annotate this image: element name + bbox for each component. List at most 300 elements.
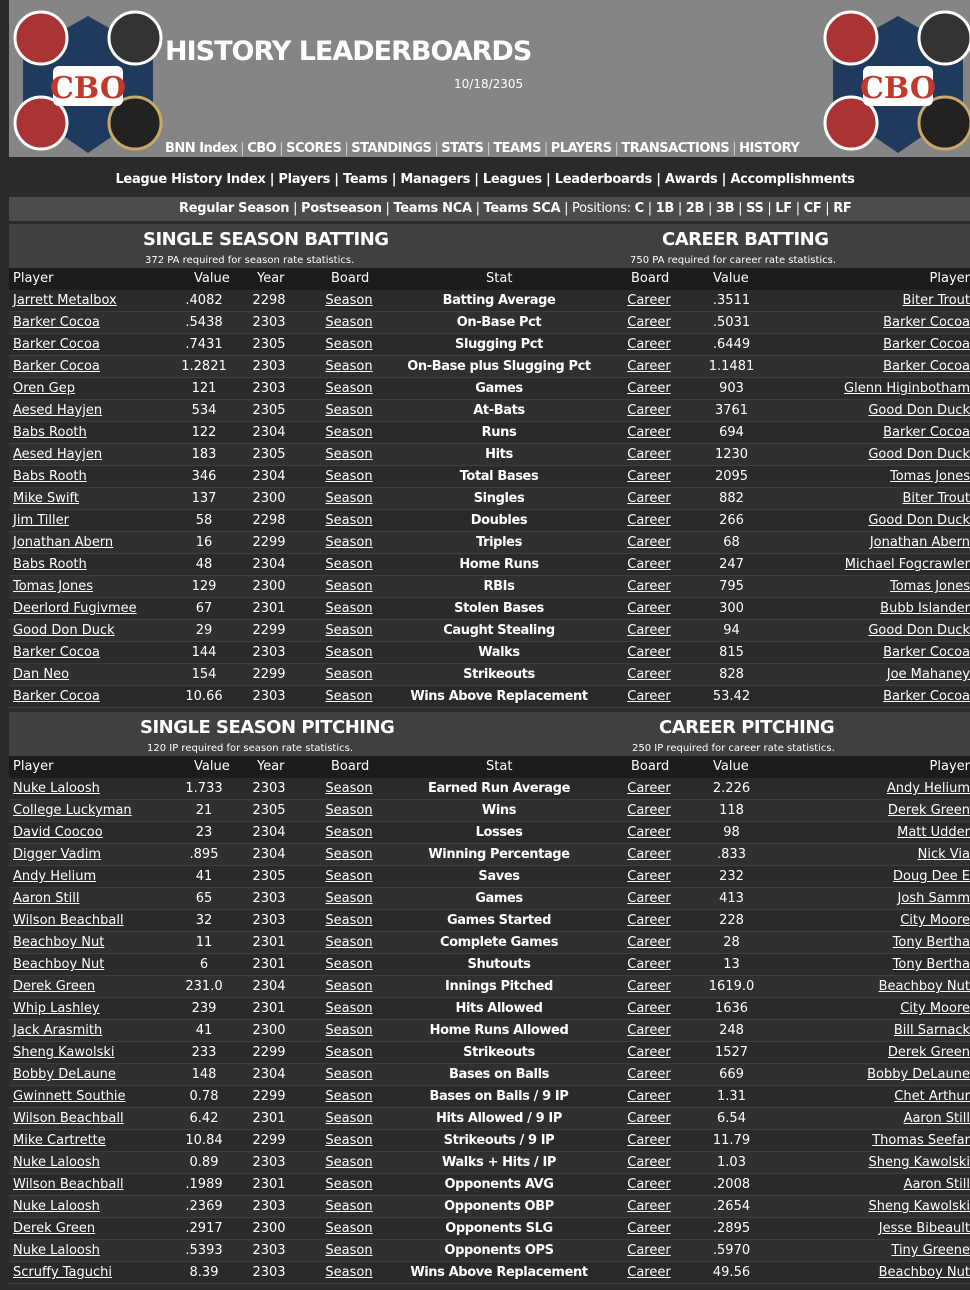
season-value: 148 — [191, 1067, 217, 1082]
nav-teams-nca[interactable]: Teams NCA — [393, 201, 472, 216]
nav-players[interactable]: PLAYERS — [550, 141, 612, 156]
season-year: 2299 — [252, 1089, 286, 1104]
career-board-link[interactable]: Career — [627, 557, 671, 572]
season-player-link[interactable]: Wilson Beachball — [13, 913, 124, 928]
stat-name: Games — [475, 891, 523, 906]
season-player-link[interactable]: Jarrett Metalbox — [13, 293, 117, 308]
season-board-link[interactable]: Season — [325, 935, 373, 950]
career-player-link[interactable]: Tomas Jones — [889, 469, 970, 484]
table-row — [9, 1064, 970, 1086]
season-board-link[interactable]: Season — [325, 957, 373, 972]
career-player-link[interactable]: Tomas Jones — [889, 579, 970, 594]
season-player-link[interactable]: Derek Green — [13, 1221, 96, 1236]
career-player-link[interactable]: Michael Fogcrawler — [844, 557, 970, 572]
season-board-link[interactable]: Season — [325, 601, 373, 616]
season-player-link[interactable]: Aesed Hayjen — [13, 403, 103, 418]
season-player-link[interactable]: Babs Rooth — [13, 557, 87, 572]
career-player-link[interactable]: Barker Cocoa — [883, 425, 970, 440]
career-board-link[interactable]: Career — [627, 1045, 671, 1060]
stat-name: Opponents AVG — [444, 1177, 554, 1192]
season-player-link[interactable]: Nuke Laloosh — [13, 1199, 100, 1214]
career-player-link[interactable]: Sheng Kawolski — [868, 1199, 970, 1214]
season-year: 2305 — [252, 803, 286, 818]
career-board-link[interactable]: Career — [627, 535, 671, 550]
season-player-link[interactable]: Good Don Duck — [13, 623, 115, 638]
season-value: 121 — [191, 381, 217, 396]
season-board-link[interactable]: Season — [325, 535, 373, 550]
nav-history[interactable]: HISTORY — [739, 141, 800, 156]
season-year: 2301 — [252, 935, 286, 950]
career-value: .5031 — [712, 315, 751, 330]
col-career-board: Board — [631, 759, 670, 774]
career-board-link[interactable]: Career — [627, 1133, 671, 1148]
season-value: 129 — [191, 579, 217, 594]
table-row — [9, 334, 970, 356]
career-player-link[interactable]: Good Don Duck — [868, 513, 970, 528]
season-board-link[interactable]: Season — [325, 1155, 373, 1170]
career-board-link[interactable]: Career — [627, 579, 671, 594]
career-board-link[interactable]: Career — [627, 891, 671, 906]
season-player-link[interactable]: Babs Rooth — [13, 425, 87, 440]
season-value: .895 — [189, 847, 219, 862]
stat-name: Wins Above Replacement — [410, 689, 588, 704]
nav-pos-1b[interactable]: 1B — [655, 201, 675, 216]
career-player-link[interactable]: Sheng Kawolski — [868, 1155, 970, 1170]
table-row — [9, 576, 970, 598]
table-row — [9, 866, 970, 888]
table-row — [9, 998, 970, 1020]
career-board-link[interactable]: Career — [627, 847, 671, 862]
season-player-link[interactable]: Deerlord Fugivmee — [13, 601, 137, 616]
season-player-link[interactable]: Sheng Kawolski — [13, 1045, 115, 1060]
stat-name: Games — [475, 381, 523, 396]
table-row — [9, 356, 970, 378]
nav-pos-ss[interactable]: SS — [746, 201, 764, 216]
career-board-link[interactable]: Career — [627, 425, 671, 440]
season-year: 2303 — [252, 1243, 286, 1258]
career-board-link[interactable]: Career — [627, 803, 671, 818]
season-board-link[interactable]: Season — [325, 1089, 373, 1104]
career-board-link[interactable]: Career — [627, 689, 671, 704]
season-value: 16 — [195, 535, 213, 550]
career-player-link[interactable]: Aaron Still — [903, 1111, 970, 1126]
season-player-link[interactable]: Mike Swift — [13, 491, 79, 506]
career-player-link[interactable]: Joe Mahaney — [886, 667, 970, 682]
stat-name: Caught Stealing — [443, 623, 555, 638]
career-player-link[interactable]: City Moore — [900, 913, 970, 928]
season-player-link[interactable]: Dan Neo — [13, 667, 70, 682]
season-board-link[interactable]: Season — [325, 869, 373, 884]
stat-name: Shutouts — [467, 957, 531, 972]
career-board-link[interactable]: Career — [627, 935, 671, 950]
nav-leaderboards[interactable]: Leaderboards — [554, 172, 652, 187]
season-board-link[interactable]: Season — [325, 293, 373, 308]
col-career-board: Board — [631, 271, 670, 286]
nav-transactions[interactable]: TRANSACTIONS — [621, 141, 730, 156]
stat-name: Saves — [478, 869, 520, 884]
career-value: 413 — [719, 891, 744, 906]
career-player-link[interactable]: Barker Cocoa — [883, 337, 970, 352]
season-player-link[interactable]: Babs Rooth — [13, 469, 87, 484]
table-row — [9, 844, 970, 866]
nav-postseason[interactable]: Postseason — [300, 201, 382, 216]
season-board-link[interactable]: Season — [325, 979, 373, 994]
season-player-link[interactable]: Digger Vadim — [13, 847, 101, 862]
season-value: 65 — [195, 891, 213, 906]
career-player-link[interactable]: Bill Sarnack — [893, 1023, 970, 1038]
career-value: .6449 — [712, 337, 751, 352]
season-player-link[interactable]: Oren Gep — [13, 381, 75, 396]
season-player-link[interactable]: Derek Green — [13, 979, 96, 994]
career-player-link[interactable]: City Moore — [900, 1001, 970, 1016]
season-player-link[interactable]: Nuke Laloosh — [13, 1155, 100, 1170]
nav-managers[interactable]: Managers — [400, 172, 471, 187]
career-board-link[interactable]: Career — [627, 913, 671, 928]
nav-scores[interactable]: SCORES — [286, 141, 342, 156]
season-board-link[interactable]: Season — [325, 891, 373, 906]
career-player-link[interactable]: Andy Helium — [886, 781, 970, 796]
career-player-link[interactable]: Barker Cocoa — [883, 315, 970, 330]
career-board-link[interactable]: Career — [627, 1001, 671, 1016]
nav-pos-lf[interactable]: LF — [775, 201, 792, 216]
season-year: 2299 — [252, 623, 286, 638]
season-board-link[interactable]: Season — [325, 1221, 373, 1236]
positions-label: Positions: — [572, 201, 631, 216]
career-board-link[interactable]: Career — [627, 1265, 671, 1280]
table-row — [9, 532, 970, 554]
season-player-link[interactable]: Barker Cocoa — [13, 645, 100, 660]
season-board-link[interactable]: Season — [325, 381, 373, 396]
season-board-link[interactable]: Season — [325, 689, 373, 704]
career-value: 53.42 — [712, 689, 751, 704]
table-row — [9, 686, 970, 708]
nav-pos-2b[interactable]: 2B — [685, 201, 705, 216]
season-player-link[interactable]: David Coocoo — [13, 825, 103, 840]
career-player-link[interactable]: Barker Cocoa — [883, 645, 970, 660]
career-player-link[interactable]: Thomas Seefar — [872, 1133, 970, 1148]
career-board-link[interactable]: Career — [627, 447, 671, 462]
career-value: 94 — [723, 623, 740, 638]
season-board-link[interactable]: Season — [325, 781, 373, 796]
career-board-link[interactable]: Career — [627, 645, 671, 660]
season-board-link[interactable]: Season — [325, 645, 373, 660]
career-board-link[interactable]: Career — [627, 293, 671, 308]
main-nav: BNN Index | CBO | SCORES | STANDINGS | STATS | TEAMS | PLAYERS | TRANSACTIONS | HISTORY — [165, 141, 800, 156]
career-board-link[interactable]: Career — [627, 781, 671, 796]
season-player-link[interactable]: Scruffy Taguchi — [13, 1265, 113, 1280]
career-board-link[interactable]: Career — [627, 315, 671, 330]
career-batting-title: CAREER BATTING — [662, 229, 829, 250]
career-board-link[interactable]: Career — [627, 1221, 671, 1236]
season-year: 2304 — [252, 469, 286, 484]
season-player-link[interactable]: Gwinnett Southie — [13, 1089, 126, 1104]
season-value: 231.0 — [185, 979, 223, 994]
season-board-link[interactable]: Season — [325, 315, 373, 330]
nav-history-players[interactable]: Players — [278, 172, 331, 187]
career-value: 247 — [719, 557, 744, 572]
career-player-link[interactable]: Good Don Duck — [868, 447, 970, 462]
career-player-link[interactable]: Tiny Greene — [891, 1243, 970, 1258]
career-board-link[interactable]: Career — [627, 1177, 671, 1192]
col-value: Value — [194, 271, 230, 286]
stat-name: Bases on Balls / 9 IP — [429, 1089, 569, 1104]
nav-pos-rf[interactable]: RF — [833, 201, 852, 216]
season-board-link[interactable]: Season — [325, 513, 373, 528]
career-player-link[interactable]: Beachboy Nut — [878, 1265, 970, 1280]
season-board-link[interactable]: Season — [325, 623, 373, 638]
svg-text:CBO: CBO — [50, 71, 126, 106]
season-player-link[interactable]: Barker Cocoa — [13, 337, 100, 352]
cbo-logo-icon[interactable] — [823, 8, 970, 158]
season-year: 2299 — [252, 667, 286, 682]
season-board-link[interactable]: Season — [325, 1001, 373, 1016]
career-value: 795 — [719, 579, 744, 594]
season-player-link[interactable]: Beachboy Nut — [13, 957, 105, 972]
season-board-link[interactable]: Season — [325, 447, 373, 462]
season-player-link[interactable]: College Luckyman — [13, 803, 132, 818]
season-board-link[interactable]: Season — [325, 1045, 373, 1060]
table-row — [9, 954, 970, 976]
season-player-link[interactable]: Wilson Beachball — [13, 1111, 124, 1126]
season-value: 6 — [199, 957, 209, 972]
season-value: 67 — [195, 601, 213, 616]
season-player-link[interactable]: Bobby DeLaune — [13, 1067, 116, 1082]
season-year: 2303 — [252, 645, 286, 660]
season-value: 239 — [191, 1001, 217, 1016]
career-player-link[interactable]: Tony Bertha — [892, 957, 970, 972]
career-value: 98 — [723, 825, 740, 840]
season-year: 2301 — [252, 601, 286, 616]
career-player-link[interactable]: Bobby DeLaune — [867, 1067, 970, 1082]
season-board-link[interactable]: Season — [325, 1265, 373, 1280]
season-player-link[interactable]: Nuke Laloosh — [13, 1243, 100, 1258]
career-board-link[interactable]: Career — [627, 513, 671, 528]
career-player-link[interactable]: Barker Cocoa — [883, 689, 970, 704]
career-value: 1.03 — [717, 1155, 746, 1170]
career-board-link[interactable]: Career — [627, 601, 671, 616]
nav-stats[interactable]: STATS — [441, 141, 484, 156]
table-row — [9, 800, 970, 822]
career-board-link[interactable]: Career — [627, 869, 671, 884]
season-player-link[interactable]: Nuke Laloosh — [13, 781, 100, 796]
season-player-link[interactable]: Jim Tiller — [13, 513, 69, 528]
table-row — [9, 1174, 970, 1196]
season-board-link[interactable]: Season — [325, 1111, 373, 1126]
career-value: 248 — [719, 1023, 744, 1038]
season-board-link[interactable]: Season — [325, 1243, 373, 1258]
season-value: .5393 — [185, 1243, 223, 1258]
nav-leagues[interactable]: Leagues — [482, 172, 542, 187]
season-year: 2303 — [252, 381, 286, 396]
career-value: 815 — [719, 645, 744, 660]
season-value: 1.2821 — [181, 359, 227, 374]
season-year: 2301 — [252, 1001, 286, 1016]
nav-accomplishments[interactable]: Accomplishments — [730, 172, 855, 187]
season-board-link[interactable]: Season — [325, 491, 373, 506]
batting-table — [9, 290, 970, 708]
career-board-link[interactable]: Career — [627, 1155, 671, 1170]
career-value: 118 — [719, 803, 744, 818]
career-player-link[interactable]: Tony Bertha — [892, 935, 970, 950]
career-board-link[interactable]: Career — [627, 623, 671, 638]
career-player-link[interactable]: Beachboy Nut — [878, 979, 970, 994]
season-player-link[interactable]: Barker Cocoa — [13, 689, 100, 704]
season-year: 2300 — [252, 491, 286, 506]
season-board-link[interactable]: Season — [325, 847, 373, 862]
career-player-link[interactable]: Barker Cocoa — [883, 359, 970, 374]
season-board-link[interactable]: Season — [325, 1023, 373, 1038]
season-player-link[interactable]: Andy Helium — [13, 869, 97, 884]
nav-pos-cf[interactable]: CF — [803, 201, 822, 216]
season-board-link[interactable]: Season — [325, 1067, 373, 1082]
career-value: .2895 — [712, 1221, 751, 1236]
single-season-pitching-title: SINGLE SEASON PITCHING — [140, 717, 395, 738]
career-board-link[interactable]: Career — [627, 1023, 671, 1038]
season-year: 2298 — [252, 513, 286, 528]
nav-teams[interactable]: TEAMS — [493, 141, 541, 156]
season-player-link[interactable]: Beachboy Nut — [13, 935, 105, 950]
career-player-link[interactable]: Good Don Duck — [868, 623, 970, 638]
career-player-link[interactable]: Josh Samm — [897, 891, 970, 906]
career-board-link[interactable]: Career — [627, 1111, 671, 1126]
season-board-link[interactable]: Season — [325, 1199, 373, 1214]
career-board-link[interactable]: Career — [627, 359, 671, 374]
pitching-table — [9, 778, 970, 1284]
career-player-link[interactable]: Aaron Still — [903, 1177, 970, 1192]
season-board-link[interactable]: Season — [325, 425, 373, 440]
career-value: 13 — [723, 957, 740, 972]
career-board-link[interactable]: Career — [627, 1243, 671, 1258]
season-player-link[interactable]: Aaron Still — [13, 891, 80, 906]
season-year: 2305 — [252, 403, 286, 418]
career-player-link[interactable]: Derek Green — [887, 803, 970, 818]
career-player-link[interactable]: Matt Udder — [897, 825, 970, 840]
nav-league-history-index[interactable]: League History Index — [115, 172, 266, 187]
single-season-batting-note: 372 PA required for season rate statistics. — [145, 255, 355, 266]
season-value: 23 — [195, 825, 213, 840]
nav-pos-c[interactable]: C — [634, 201, 644, 216]
career-player-link[interactable]: Good Don Duck — [868, 403, 970, 418]
stat-name: Strikeouts — [463, 1045, 535, 1060]
season-player-link[interactable]: Tomas Jones — [13, 579, 94, 594]
season-player-link[interactable]: Wilson Beachball — [13, 1177, 124, 1192]
season-board-link[interactable]: Season — [325, 337, 373, 352]
season-value: 144 — [191, 645, 217, 660]
career-board-link[interactable]: Career — [627, 337, 671, 352]
stat-name: Triples — [476, 535, 522, 550]
career-value: 266 — [719, 513, 744, 528]
season-year: 2304 — [252, 825, 286, 840]
season-year: 2303 — [252, 891, 286, 906]
season-value: 137 — [191, 491, 217, 506]
season-year: 2301 — [252, 957, 286, 972]
career-player-link[interactable]: Nick Via — [917, 847, 970, 862]
career-board-link[interactable]: Career — [627, 469, 671, 484]
season-board-link[interactable]: Season — [325, 403, 373, 418]
career-player-link[interactable]: Jesse Bibeault — [878, 1221, 970, 1236]
career-board-link[interactable]: Career — [627, 491, 671, 506]
career-player-link[interactable]: Biter Trout — [902, 293, 970, 308]
stat-name: Complete Games — [439, 935, 559, 950]
career-board-link[interactable]: Career — [627, 1199, 671, 1214]
season-year: 2301 — [252, 1111, 286, 1126]
career-player-link[interactable]: Chet Arthur — [894, 1089, 970, 1104]
career-board-link[interactable]: Career — [627, 667, 671, 682]
career-player-link[interactable]: Doug Dee E — [893, 869, 970, 884]
season-player-link[interactable]: Aesed Hayjen — [13, 447, 103, 462]
season-board-link[interactable]: Season — [325, 803, 373, 818]
table-row — [9, 888, 970, 910]
nav-cbo[interactable]: CBO — [247, 141, 277, 156]
career-board-link[interactable]: Career — [627, 979, 671, 994]
nav-teams-sca[interactable]: Teams SCA — [483, 201, 561, 216]
season-player-link[interactable]: Jack Arasmith — [13, 1023, 103, 1038]
career-board-link[interactable]: Career — [627, 403, 671, 418]
career-player-link[interactable]: Jonathan Abern — [869, 535, 970, 550]
career-player-link[interactable]: Bubb Islander — [880, 601, 970, 616]
season-board-link[interactable]: Season — [325, 913, 373, 928]
nav-history-teams[interactable]: Teams — [342, 172, 388, 187]
season-player-link[interactable]: Whip Lashley — [13, 1001, 100, 1016]
nav-awards[interactable]: Awards — [664, 172, 718, 187]
career-player-link[interactable]: Glenn Higinbotham — [844, 381, 970, 396]
stat-name: Opponents OPS — [444, 1243, 554, 1258]
table-row — [9, 466, 970, 488]
season-board-link[interactable]: Season — [325, 557, 373, 572]
stat-name: Hits — [485, 447, 513, 462]
career-player-link[interactable]: Biter Trout — [902, 491, 970, 506]
cbo-logo-icon[interactable] — [13, 8, 163, 158]
nav-pos-3b[interactable]: 3B — [715, 201, 735, 216]
season-year: 2304 — [252, 557, 286, 572]
season-value: .4082 — [185, 293, 223, 308]
season-year: 2303 — [252, 913, 286, 928]
season-board-link[interactable]: Season — [325, 359, 373, 374]
season-value: 10.84 — [185, 1133, 223, 1148]
season-value: 29 — [195, 623, 213, 638]
stat-name: Wins Above Replacement — [410, 1265, 588, 1280]
season-board-link[interactable]: Season — [325, 1177, 373, 1192]
career-board-link[interactable]: Career — [627, 825, 671, 840]
career-player-link[interactable]: Derek Green — [887, 1045, 970, 1060]
career-board-link[interactable]: Career — [627, 1067, 671, 1082]
season-board-link[interactable]: Season — [325, 667, 373, 682]
season-board-link[interactable]: Season — [325, 579, 373, 594]
season-board-link[interactable]: Season — [325, 1133, 373, 1148]
season-value: 41 — [195, 869, 213, 884]
season-player-link[interactable]: Barker Cocoa — [13, 359, 100, 374]
stat-name: Batting Average — [442, 293, 556, 308]
season-value: 122 — [191, 425, 217, 440]
season-player-link[interactable]: Mike Cartrette — [13, 1133, 106, 1148]
stat-name: Total Bases — [459, 469, 539, 484]
table-row — [9, 932, 970, 954]
career-board-link[interactable]: Career — [627, 957, 671, 972]
season-board-link[interactable]: Season — [325, 825, 373, 840]
career-value: 11.79 — [712, 1133, 751, 1148]
career-board-link[interactable]: Career — [627, 1089, 671, 1104]
career-board-link[interactable]: Career — [627, 381, 671, 396]
season-year: 2303 — [252, 1199, 286, 1214]
nav-bnn-index[interactable]: BNN Index — [165, 141, 238, 156]
career-value: .2654 — [712, 1199, 751, 1214]
season-board-link[interactable]: Season — [325, 469, 373, 484]
col-value: Value — [194, 759, 230, 774]
nav-regular-season[interactable]: Regular Season — [179, 201, 290, 216]
season-player-link[interactable]: Jonathan Abern — [13, 535, 114, 550]
nav-standings[interactable]: STANDINGS — [351, 141, 432, 156]
season-player-link[interactable]: Barker Cocoa — [13, 315, 100, 330]
